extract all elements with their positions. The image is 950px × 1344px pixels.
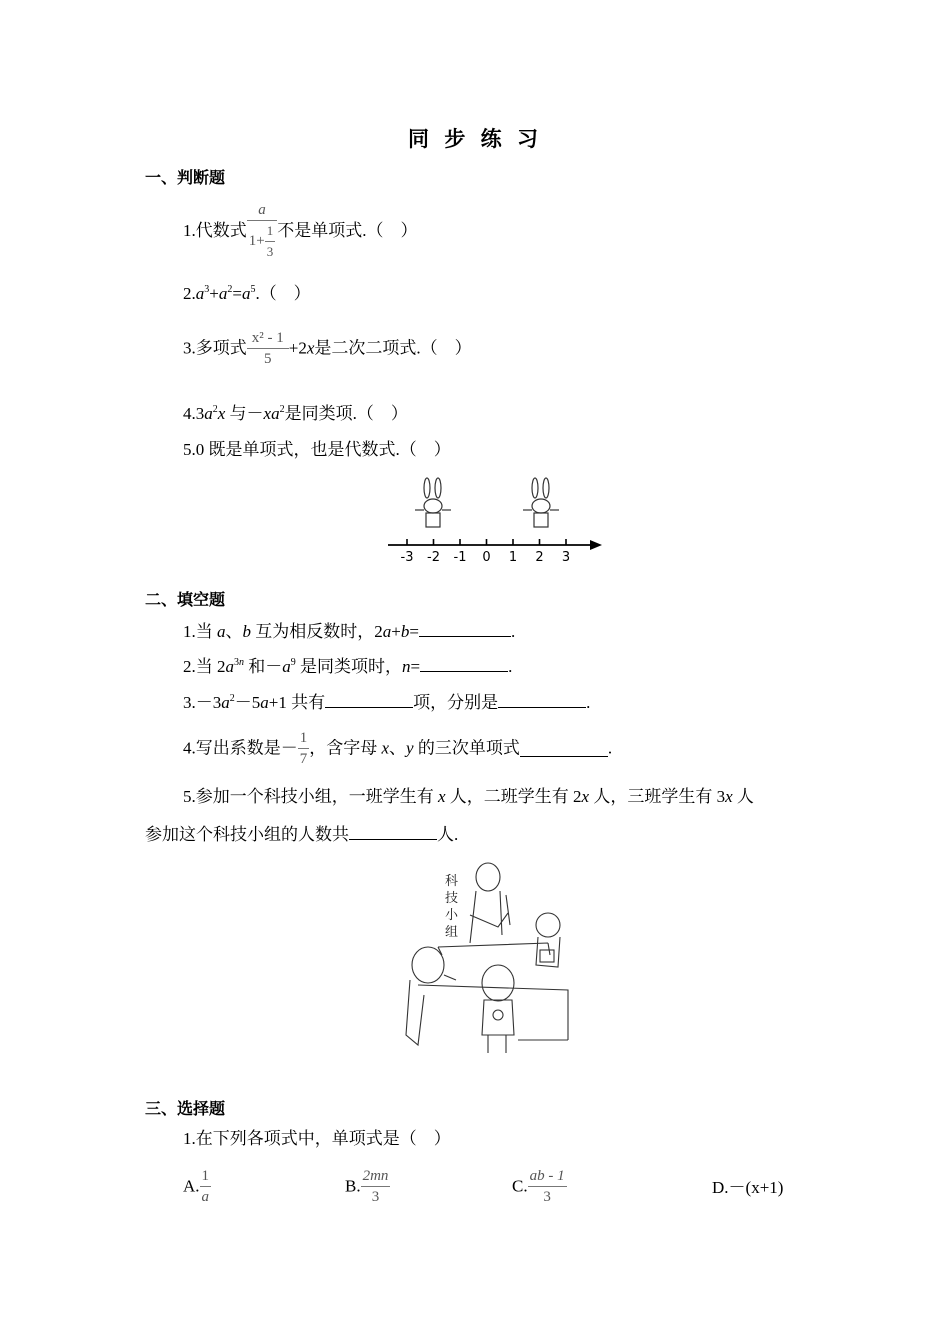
fill-question-5-line-1: 5.参加一个科技小组，一班学生有 x 人，二班学生有 2x 人，三班学生有 3x 人 (183, 787, 754, 806)
judge-question-2: $2.a^3+a^2=a^5$.（ ） (183, 284, 311, 303)
answer-blank[interactable] (520, 741, 608, 757)
q1-suffix: 不是单项式.（ ） (277, 221, 418, 240)
fill-question-3: $3.-3a^2-5a+1$ 共有 项，分别是 . (183, 693, 591, 712)
answer-blank[interactable] (325, 692, 413, 708)
number-line-tick-label: 3 (561, 550, 571, 565)
choice-question-1: 1.在下列各项式中，单项式是（ ） (183, 1129, 451, 1148)
answer-blank[interactable] (419, 621, 511, 637)
q4-fraction: $\frac{1}{7}$ (299, 730, 308, 767)
number-line-figure (380, 472, 610, 566)
fill-question-2: 2.当 $2a^{3n}$ 和$-a^9$ 是同类项时，n= . (183, 657, 513, 676)
q1-fraction-denominator: 1+ $\frac{1}{3}$ (248, 223, 274, 259)
q1-fraction (247, 200, 277, 262)
number-line-tick-label: 0 (482, 550, 491, 565)
answer-blank[interactable] (420, 656, 508, 672)
choice-option-b[interactable]: B. $\frac{2mn}{3}$ (345, 1168, 389, 1205)
number-line-ticks (401, 539, 571, 565)
judge-question-5: 5.0 既是单项式，也是代数式.（ ） (183, 440, 451, 459)
answer-blank[interactable] (349, 824, 437, 840)
page-title: 同 步 练 习 (408, 127, 542, 151)
judge-question-3: 3.多项式 $\frac{\text{x² - 1}}{5}$ +2x是二次二项式.（ ） (183, 330, 472, 367)
judge-question-4: $4.3a^2x$ 与$-xa^2$是同类项.（ ） (183, 404, 408, 423)
number-line-tick-label: 1 (508, 550, 518, 565)
section-heading-choice: 三、选择题 (145, 1099, 226, 1118)
choice-option-a[interactable]: A. $\frac{1}{a}$ (183, 1168, 210, 1205)
answer-blank[interactable] (498, 692, 586, 708)
q1-fraction-numerator: a (247, 200, 277, 221)
number-line-tick-label: -1 (453, 550, 467, 565)
number-line-tick-label: 2 (535, 550, 544, 565)
rabbit-icon (523, 478, 559, 527)
choice-option-c[interactable]: C. $\frac{ab - 1}{3}$ (512, 1168, 565, 1205)
fill-question-5-line-2: 参加这个科技小组的人数共 人. (145, 825, 459, 844)
sign-char: 组 (445, 925, 459, 940)
number-line-tick-label: -2 (427, 550, 440, 565)
q1-prefix: 1.代数式 (183, 221, 247, 240)
q3-fraction: $\frac{\text{x² - 1}}{5}$ (247, 328, 289, 369)
section-heading-judge: 一、判断题 (145, 168, 226, 187)
sign-char: 技 (445, 891, 459, 906)
section-heading-fill: 二、填空题 (145, 590, 226, 609)
sign-char: 小 (445, 908, 459, 923)
judge-question-1 (183, 200, 417, 262)
sign-char: 科 (445, 874, 459, 889)
fill-question-1: 1.当 a、b 互为相反数时，2a+b= . (183, 622, 516, 641)
number-line-tick-label: -3 (400, 550, 414, 565)
choice-option-d[interactable]: D.－(x+1) (712, 1178, 784, 1197)
rabbit-icon (415, 478, 451, 527)
tech-group-illustration (398, 855, 573, 1060)
number-line-arrow (590, 540, 602, 550)
fill-question-4: 4.写出系数是－ $\frac{1}{7}$ ，含字母 x、y 的三次单项式 . (183, 730, 613, 767)
